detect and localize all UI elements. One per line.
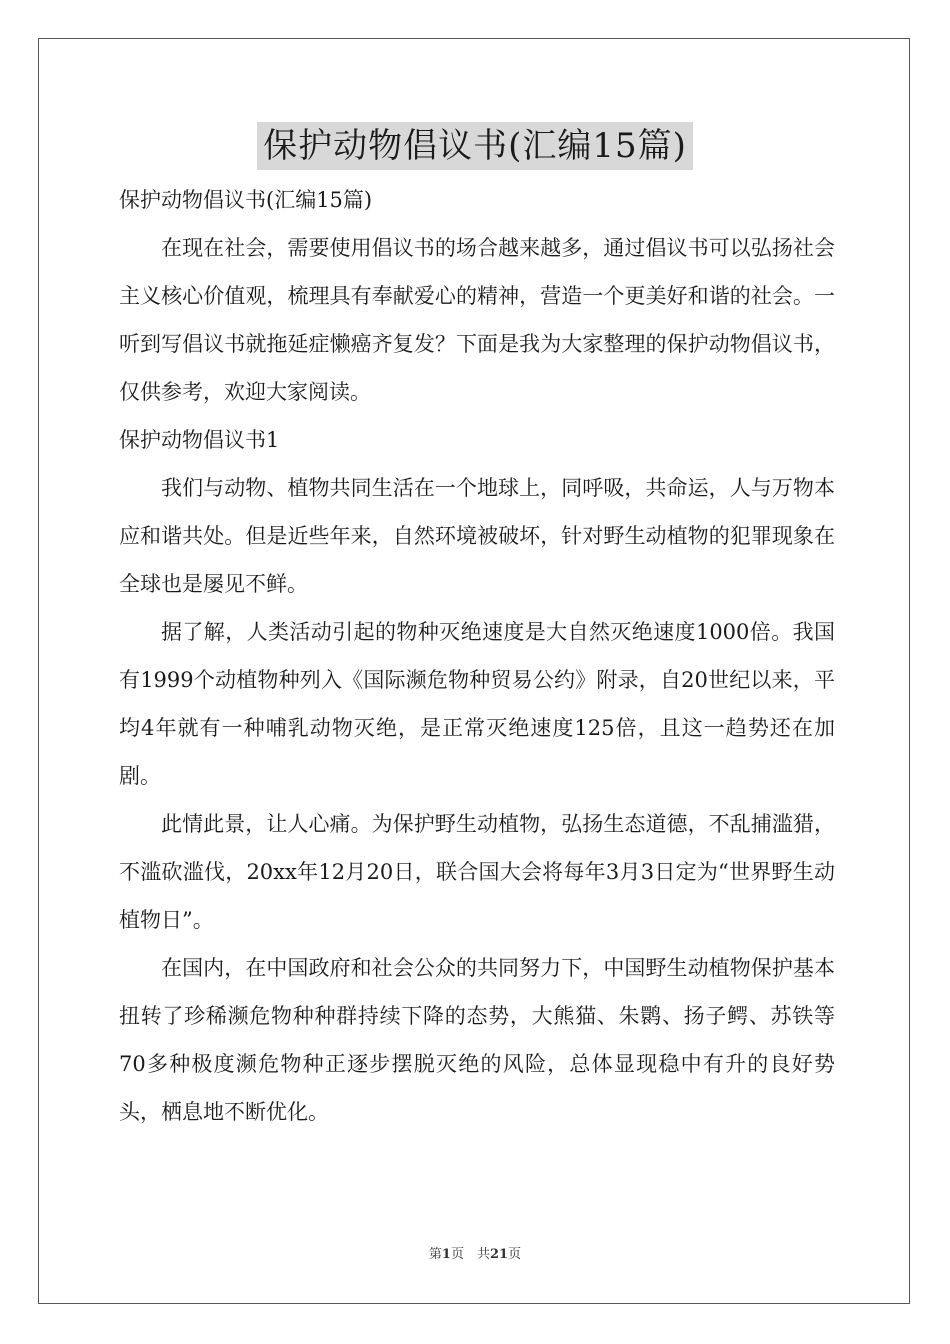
page-label-prefix: 第 — [428, 1247, 442, 1262]
document-body — [119, 176, 835, 1136]
page-label-mid: 页 共 — [450, 1247, 490, 1262]
document-title: 保护动物倡议书(汇编15篇) — [257, 122, 693, 170]
section-heading: 保护动物倡议书1 — [119, 428, 280, 452]
body-paragraph: 在国内，在中国政府和社会公众的共同努力下，中国野生动植物保护基本扭转了珍稀濒危物种种群持续下降的态势，大熊猫、朱鹮、扬子鳄、苏铁等70多种极度濒危物种正逐步摆脱灭绝的风险，总体显现稳中有升的良好势头，栖息地不断优化。 — [119, 956, 835, 1124]
page-label-suffix: 页 — [508, 1247, 522, 1262]
intro-paragraph: 在现在社会，需要使用倡议书的场合越来越多，通过倡议书可以弘扬社会主义核心价值观，梳理具有奉献爱心的精神，营造一个更美好和谐的社会。一听到写倡议书就拖延症懒癌齐复发？下面是我为大家整理的保护动物倡议书，仅供参考，欢迎大家阅读。 — [119, 236, 835, 404]
body-paragraph: 据了解，人类活动引起的物种灭绝速度是大自然灭绝速度1000倍。我国有1999个动植物种列入《国际濒危物种贸易公约》附录，自20世纪以来，平均4年就有一种哺乳动物灭绝，是正常灭绝速度125倍，且这一趋势还在加剧。 — [119, 620, 835, 788]
body-paragraph: 此情此景，让人心痛。为保护野生动植物，弘扬生态道德，不乱捕滥猎，不滥砍滥伐，20xx年12月20日，联合国大会将每年3月3日定为“世界野生动植物日”。 — [119, 812, 835, 932]
page-footer — [0, 1243, 950, 1262]
total-page-count: 21 — [489, 1247, 509, 1262]
current-page-number: 1 — [441, 1247, 451, 1262]
title-container — [0, 122, 950, 170]
document-subtitle: 保护动物倡议书(汇编15篇) — [119, 188, 373, 212]
body-paragraph: 我们与动物、植物共同生活在一个地球上，同呼吸，共命运，人与万物本应和谐共处。但是近些年来，自然环境被破坏，针对野生动植物的犯罪现象在全球也是屡见不鲜。 — [119, 476, 835, 596]
